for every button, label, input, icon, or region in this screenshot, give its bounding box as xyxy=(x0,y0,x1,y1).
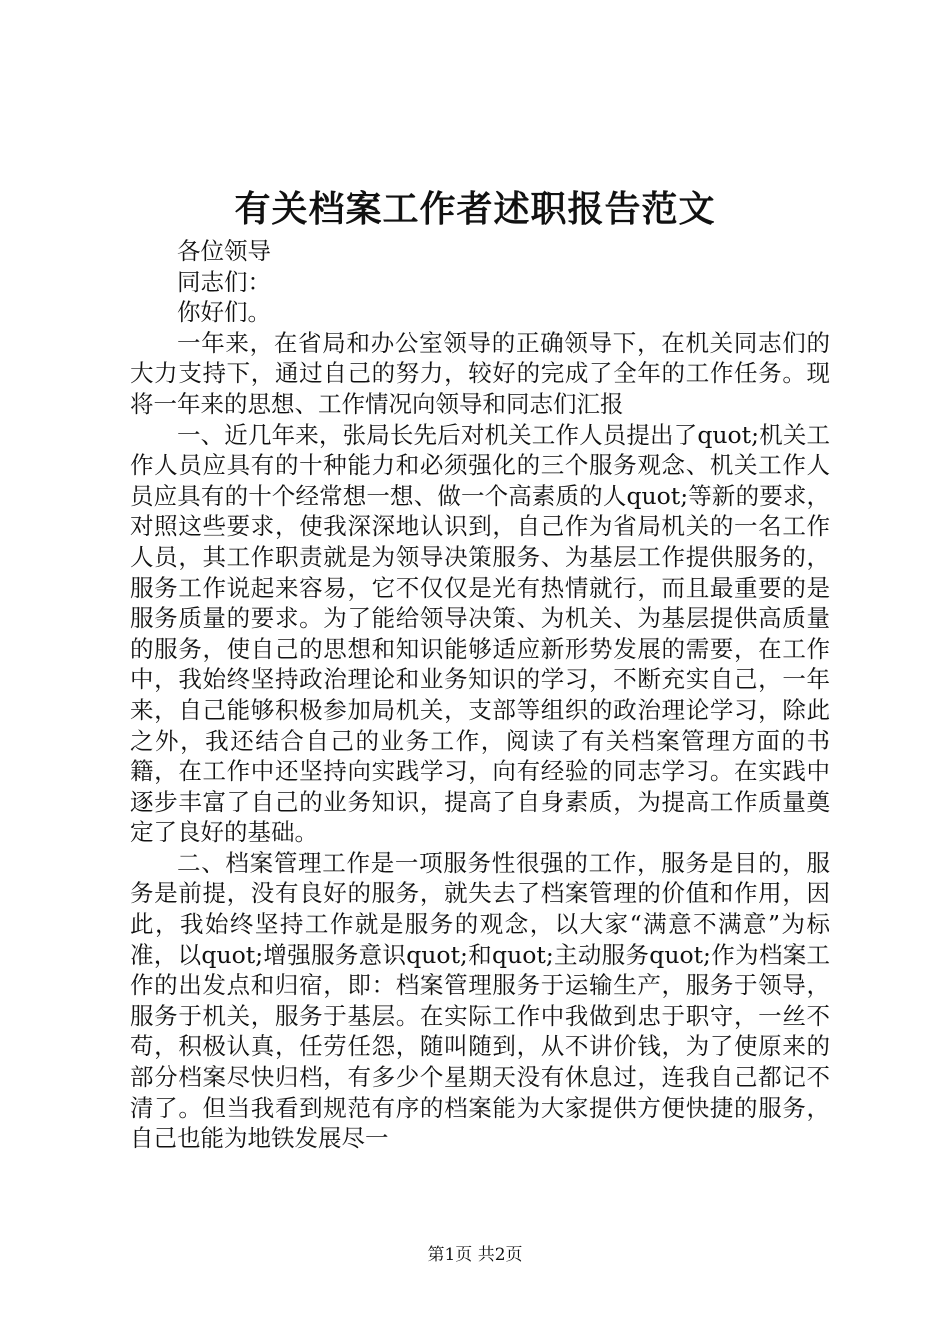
page-number-footer: 第1页 共2页 xyxy=(427,1245,523,1265)
body-paragraph: 一年来，在省局和办公室领导的正确领导下，在机关同志们的大力支持下，通过自己的努力，较好的完成了全年的工作任务。现将一年来的思想、工作情况向领导和同志们汇报 xyxy=(130,328,830,418)
salutation-comrades: 同志们： xyxy=(177,267,271,296)
document-title: 有关档案工作者述职报告范文 xyxy=(234,188,716,230)
body-paragraph: 一、近几年来，张局长先后对机关工作人员提出了quot;机关工作人员应具有的十种能力和必须强化的三个服务观念、机关工作人员应具有的十个经常想一想、做一个高素质的人quot;等新的要求，对照这些要求，使我深深地认识到，自己作为省局机关的一名工作人员，其工作职责就是为领导决策服务、为基层工作提供服务的，服务工作说起来容易，它不仅仅是光有热情就行，而且最重要的是服务质量的要求。为了能给领导决策、为机关、为基层提供高质量的服务，使自己的思想和知识能够适应新形势发展的需要，在工作中，我始终坚持政治理论和业务知识的学习，不断充实自己，一年来，自己能够积极参加局机关，支部等组织的政治理论学习，除此之外，我还结合自己的业务工作，阅读了有关档案管理方面的书籍，在工作中还坚持向实践学习，向有经验的同志学习。在实践中逐步丰富了自己的业务知识，提高了自身素质，为提高工作质量奠定了良好的基础。 xyxy=(130,420,830,847)
document-body xyxy=(130,236,830,1154)
salutation-leaders: 各位领导 xyxy=(177,237,271,265)
body-paragraph: 二、档案管理工作是一项服务性很强的工作，服务是目的，服务是前提，没有良好的服务，就失去了档案管理的价值和作用，因此，我始终坚持工作就是服务的观念，以大家“满意不满意”为标准，以quot;增强服务意识quot;和quot;主动服务quot;作为档案工作的出发点和归宿，即：档案管理服务于运输生产，服务于领导，服务于机关，服务于基层。在实际工作中我做到忠于职守，一丝不苟，积极认真，任劳任怨，随叫随到，从不讲价钱，为了使原来的部分档案尽快归档，有多少个星期天没有休息过，连我自己都记不清了。但当我看到规范有序的档案能为大家提供方便快捷的服务，自己也能为地铁发展尽一 xyxy=(130,848,830,1153)
salutation-greeting: 你好们。 xyxy=(177,298,271,327)
